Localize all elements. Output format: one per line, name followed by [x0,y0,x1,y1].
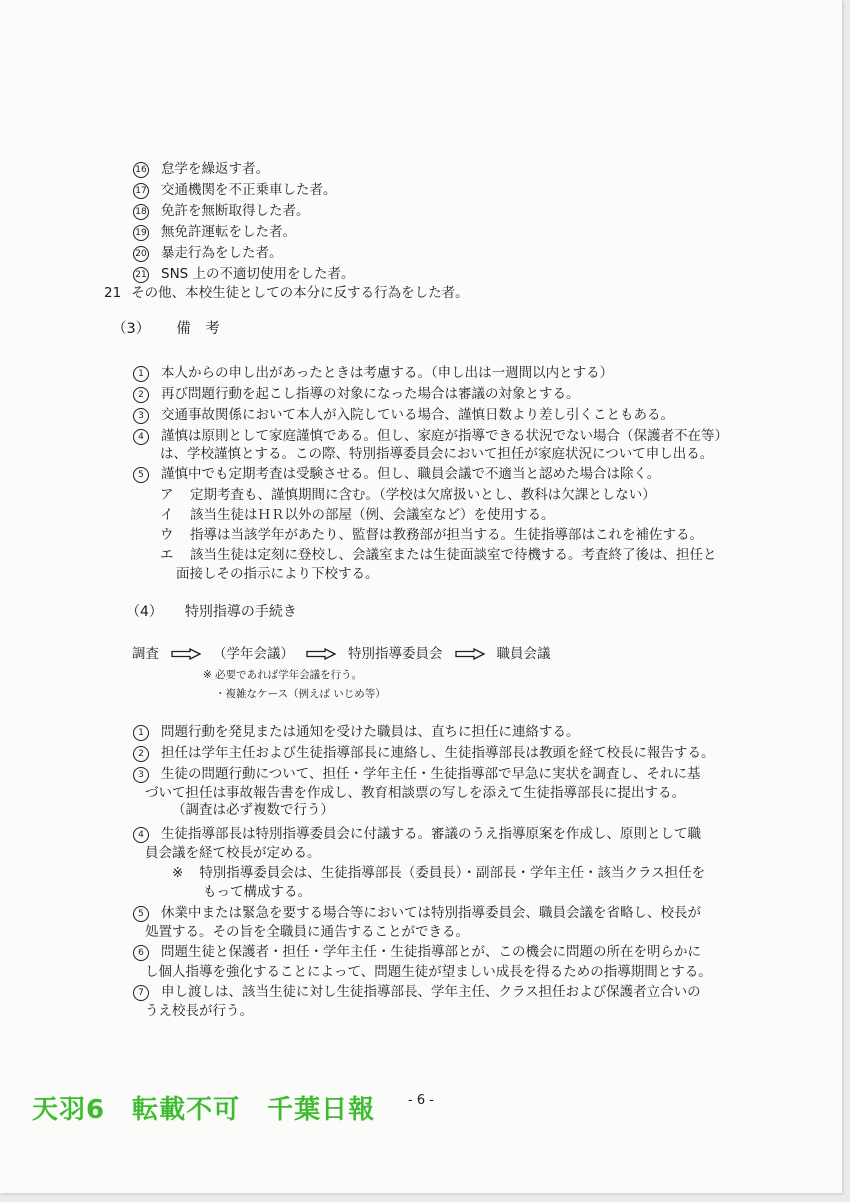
item-21-other [104,284,469,302]
item-text: 暴走行為をした者。 [161,245,283,261]
item-marker: 2 [133,746,149,762]
item-marker: 19 [133,225,149,241]
section-number: （3） [112,321,151,337]
remark-3 [130,406,674,424]
flow-step-committee: 特別指導委員会 [348,646,443,662]
flow-note-cases: ・複雑なケース（例えば いじめ等） [215,688,386,700]
item-text: は、学校謹慎とする。この際、特別指導委員会において担任が家庭状況について申し出る。 [160,446,714,462]
list-item-16 [130,160,269,178]
flow-step-investigation: 調査 [132,646,159,662]
item-text: 指導は当該学年があたり、監督は教務部が担当する。生徒指導部はこれを補佐する。 [190,527,703,543]
section-number: （4） [126,604,163,620]
item-text: 生徒指導部長は特別指導委員会に付議する。審議のうえ指導原案を作成し、原則として職 [161,826,701,842]
procedure-3-note [172,801,334,819]
item-text: 処置する。その旨を全職員に通告することができる。 [145,924,469,940]
item-text: 交通機関を不正乗車した者。 [161,182,337,198]
item-text: 員会議を経て校長が定める。 [145,845,321,861]
section-4-heading [126,603,297,621]
item-text: うえ校長が行う。 [145,1003,253,1019]
section-title: 特別指導の手続き [184,604,297,620]
item-marker: 2 [133,387,149,403]
item-text: づいて担任は事故報告書を作成し、教育相談票の写しを添えて生徒指導部長に提出する。 [145,785,685,801]
remark-5-sub-i [160,506,555,524]
sub-label: エ [160,547,174,563]
item-text: 謹慎中でも定期考査は受験させる。但し、職員会議で不適当と認めた場合は除く。 [161,466,661,482]
item-text: （調査は必ず複数で行う） [172,802,334,818]
flow-arrow-icon [455,648,485,660]
item-marker: 6 [133,945,149,961]
item-marker: 5 [133,906,149,922]
list-item-19 [130,223,296,241]
remark-5-sub-e-cont [176,565,379,583]
item-marker: 21 [133,267,149,283]
sub-label: イ [160,507,174,523]
item-marker: 1 [133,725,149,741]
procedure-flow [132,645,551,663]
item-text: 生徒の問題行動について、担任・学年主任・生徒指導部で早急に実状を調査し、それに基 [161,766,701,782]
item-marker: 16 [133,162,149,178]
item-text: 該当生徒は定刻に登校し、会議室または生徒面談室で待機する。考査終了後は、担任と [190,547,717,563]
procedure-1 [130,723,580,741]
item-marker: 3 [133,408,149,424]
item-marker: 4 [133,429,149,445]
item-marker: 3 [133,767,149,783]
item-text: 再び問題行動を起こし指導の対象になった場合は審議の対象とする。 [161,386,580,402]
item-marker: 18 [133,204,149,220]
flow-note: ※ 必要であれば学年会議を行う。 [203,669,363,681]
item-text: 問題行動を発見または通知を受けた職員は、直ちに担任に連絡する。 [161,724,580,740]
procedure-6-cont [145,963,712,981]
flow-arrow-icon [171,648,201,660]
procedure-7 [130,983,701,1001]
procedure-4-cont [145,844,321,862]
item-text: 該当生徒はＨＲ以外の部屋（例、会議室など）を使用する。 [190,507,555,523]
remark-5-sub-a [160,486,656,504]
item-marker: 20 [133,246,149,262]
list-item-18 [130,202,310,220]
procedure-5-cont [145,923,469,941]
committee-note [172,864,705,882]
item-marker: 7 [133,985,149,1001]
procedure-6 [130,943,701,961]
item-number: 21 [104,285,122,301]
list-item-21 [130,265,355,283]
item-text: 問題生徒と保護者・担任・学年主任・生徒指導部とが、この機会に問題の所在を明らかに [161,944,701,960]
item-text: 怠学を繰返す者。 [161,161,269,177]
item-text: 無免許運転をした者。 [161,224,296,240]
sub-label: ア [160,487,174,503]
item-text: 定期考査も、謹慎期間に含む。（学校は欠席扱いとし、教科は欠課としない） [190,487,656,503]
flow-arrow-icon [306,648,336,660]
remark-5-sub-u [160,526,703,544]
item-text: SNS 上の不適切使用をした者。 [161,266,355,282]
remark-4 [130,427,728,445]
list-item-20 [130,244,283,262]
item-marker: 4 [133,827,149,843]
item-text: 担任は学年主任および生徒指導部長に連絡し、生徒指導部長は教頭を経て校長に報告する。 [161,745,715,761]
procedure-5 [130,904,701,922]
sub-label: ウ [160,527,174,543]
item-text: 交通事故関係において本人が入院している場合、謹慎日数より差し引くこともある。 [161,407,674,423]
remark-4-cont [160,445,713,463]
procedure-3 [130,765,700,783]
item-marker: 1 [133,366,149,382]
flow-step-grade-meeting: （学年会議） [213,646,294,662]
item-text: 本人からの申し出があったときは考慮する。（申し出は一週間以内とする） [161,365,614,381]
item-text: 免許を無断取得した者。 [161,203,310,219]
note-mark: ※ [172,865,184,881]
item-text: 謹慎は原則として家庭謹慎である。但し、家庭が指導できる状況でない場合（保護者不在等） [161,428,728,444]
item-marker: 17 [133,183,149,199]
item-text: その他、本校生徒としての本分に反する行為をした者。 [131,285,469,301]
item-marker: 5 [133,467,149,483]
procedure-7-cont [145,1002,253,1020]
flow-step-staff-meeting: 職員会議 [496,646,551,662]
page-number: - 6 - [408,1093,434,1108]
item-text: し個人指導を強化することによって、問題生徒が望ましい成長を得るための指導期間とする。 [145,964,712,980]
remark-5-sub-e [160,546,717,564]
item-text: 休業中または緊急を要する場合等においては特別指導委員会、職員会議を省略し、校長が [161,905,701,921]
committee-note-cont [203,883,311,901]
watermark: 天羽6 転載不可 千葉日報 [32,1095,376,1125]
section-title: 備 考 [176,321,220,337]
remark-2 [130,385,580,403]
procedure-4 [130,825,701,843]
procedure-2 [130,744,715,762]
item-text: もって構成する。 [203,884,311,900]
item-text: 申し渡しは、該当生徒に対し生徒指導部長、学年主任、クラス担任および保護者立合いの [161,984,701,1000]
procedure-3-cont [145,784,685,802]
item-text: 面接しその指示により下校する。 [176,566,379,582]
list-item-17 [130,181,337,199]
remark-1 [130,364,613,382]
remark-5 [130,465,660,483]
section-3-heading [112,320,220,338]
item-text: 特別指導委員会は、生徒指導部長（委員長）・副部長・学年主任・該当クラス担任を [199,865,706,881]
